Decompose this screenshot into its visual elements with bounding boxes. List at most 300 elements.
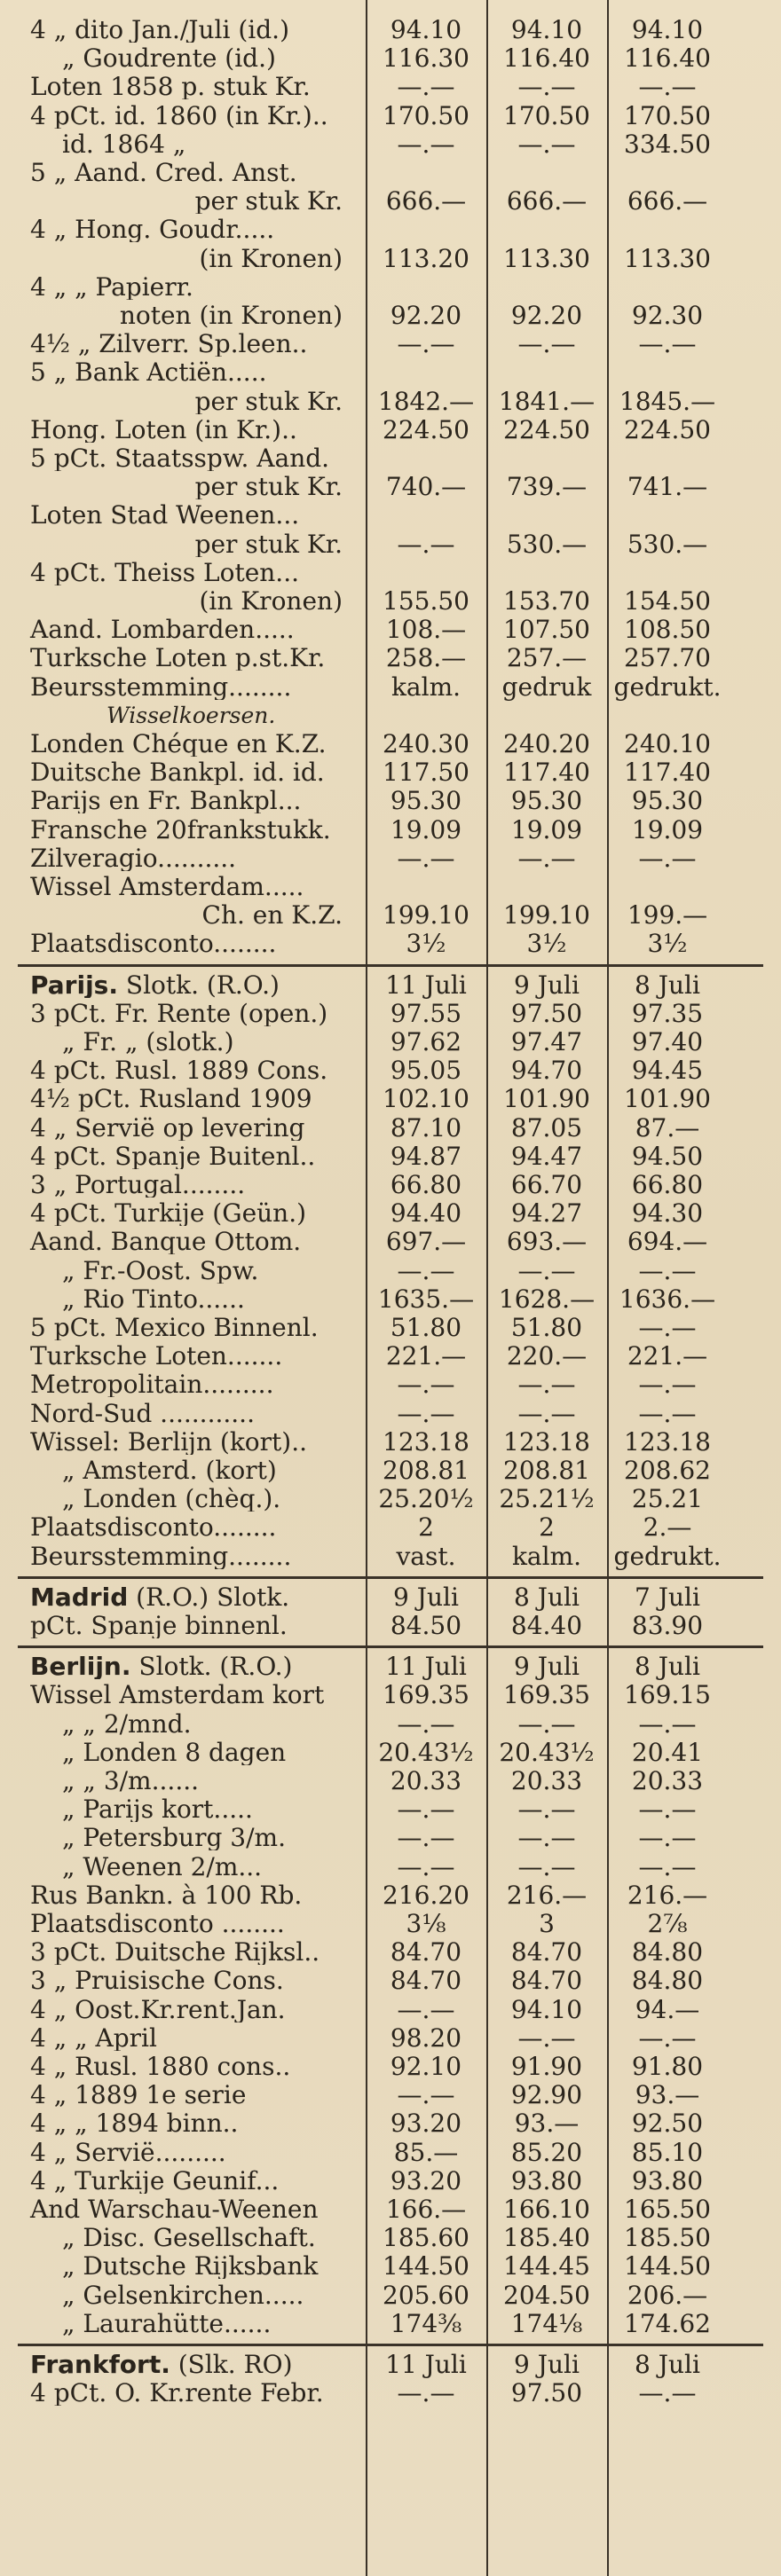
quote-label: Aand. Banque Ottom. <box>30 1229 302 1255</box>
quote-value: 87.05 <box>510 1112 583 1143</box>
quote-value: —.— <box>397 329 455 359</box>
quote-value: 144.50 <box>624 2251 711 2281</box>
quote-value: 220.— <box>506 1341 588 1371</box>
quote-value: 19.09 <box>510 814 583 844</box>
quote-value: 221.— <box>385 1341 467 1371</box>
quote-value: 170.50 <box>383 100 469 130</box>
quote-label: Parijs en Fr. Bankpl... <box>30 789 302 814</box>
quote-row <box>0 73 781 101</box>
quote-value: 94.30 <box>631 1198 704 1229</box>
quote-value: 20.43½ <box>499 1737 595 1767</box>
quote-label: Beursstemming........ <box>30 1543 292 1569</box>
quote-value: —.— <box>638 1313 697 1343</box>
quote-value: —.— <box>638 2022 697 2053</box>
quote-label: 4 „ „ April <box>30 2025 157 2051</box>
quote-row <box>0 2139 781 2167</box>
quote-row <box>0 844 781 873</box>
quote-label: per stuk Kr. <box>194 475 343 500</box>
quote-value: 116.40 <box>503 43 590 74</box>
quote-value: 94.10 <box>390 15 462 45</box>
quote-value: 1636.— <box>619 1284 716 1314</box>
quote-value: —.— <box>397 1370 455 1400</box>
quote-row <box>0 1143 781 1171</box>
quote-value: 94.50 <box>631 1141 704 1171</box>
quote-label: 4 pCt. Spanje Buitenl.. <box>30 1143 316 1169</box>
date-cell: 11 Juli <box>385 970 467 1000</box>
quote-value: 25.21 <box>631 1484 704 1514</box>
quote-value: 117.40 <box>624 758 711 788</box>
quote-label: Ch. en K.Z. <box>201 903 343 929</box>
quote-value: 216.— <box>506 1880 588 1910</box>
quote-value: 174.62 <box>624 2308 711 2338</box>
quote-row <box>0 1400 781 1428</box>
quote-value: 216.— <box>627 1880 708 1910</box>
quote-value: 94.27 <box>510 1198 583 1229</box>
quote-label: „ Weenen 2/m... <box>62 1854 263 1880</box>
quote-value: 169.15 <box>624 1680 711 1710</box>
date-cell: 7 Juli <box>635 1582 700 1612</box>
quote-label: Nord-Sud ............ <box>30 1401 255 1426</box>
quote-value: 108.— <box>385 615 467 645</box>
quote-value: kalm. <box>390 671 462 702</box>
quote-value: 92.10 <box>390 2052 462 2082</box>
quote-value: —.— <box>397 529 455 559</box>
quote-value: 66.80 <box>631 1170 704 1200</box>
quote-label: Turksche Loten p.st.Kr. <box>30 646 326 671</box>
quote-label: Aand. Lombarden..... <box>30 617 295 643</box>
quote-row <box>0 1314 781 1342</box>
quote-value: 98.20 <box>390 2022 462 2053</box>
quote-label: per stuk Kr. <box>194 189 343 215</box>
quote-value: 20.33 <box>631 1766 704 1796</box>
quote-value: 174⅜ <box>390 2308 462 2338</box>
quote-value: 208.81 <box>503 1456 590 1486</box>
quote-label: „ Londen (chèq.). <box>62 1487 281 1512</box>
quote-value: 666.— <box>506 186 588 216</box>
quote-row <box>0 2310 781 2338</box>
quote-value: —.— <box>517 1795 576 1825</box>
quote-row <box>0 1795 781 1824</box>
exchange-name: Madrid <box>30 1584 129 1610</box>
quote-value: 93.80 <box>510 2165 583 2195</box>
quote-value: 693.— <box>506 1227 588 1257</box>
quote-label <box>0 973 355 998</box>
quote-label: Wissel Amsterdam kort <box>30 1683 325 1708</box>
quote-value: 84.40 <box>510 1611 583 1641</box>
quote-value: 155.50 <box>383 586 469 617</box>
quote-value: 185.60 <box>383 2223 469 2253</box>
quote-value: 258.— <box>385 643 467 673</box>
quote-row <box>0 16 781 44</box>
quote-value: 51.80 <box>390 1313 462 1343</box>
quote-row <box>0 2053 781 2081</box>
section-divider <box>18 1576 763 1579</box>
quote-value: gedruk <box>501 671 592 702</box>
quote-row <box>0 616 781 644</box>
quote-value: 169.35 <box>503 1680 590 1710</box>
quote-row <box>0 273 781 302</box>
quote-value: kalm. <box>511 1541 582 1571</box>
quote-value: 20.43½ <box>378 1737 474 1767</box>
quote-row <box>0 730 781 758</box>
quote-label: Duitsche Bankpl. id. id. <box>30 760 325 786</box>
quote-label: Londen Chéque en K.Z. <box>30 732 327 758</box>
quote-value: vast. <box>396 1541 456 1571</box>
quote-value: 257.— <box>506 643 588 673</box>
quote-label: 4 „ Servië op levering <box>30 1115 305 1141</box>
quote-row <box>0 187 781 216</box>
quote-value: 84.80 <box>631 1966 704 1996</box>
quote-label: Hong. Loten (in Kr.).. <box>30 417 297 443</box>
quote-value: 19.09 <box>631 814 704 844</box>
quote-value: 144.45 <box>503 2251 590 2281</box>
quote-value: 1845.— <box>619 386 716 416</box>
section-header-row <box>0 1583 781 1612</box>
quote-label: id. 1864 „ <box>62 131 186 157</box>
date-cell: 8 Juli <box>635 2350 700 2380</box>
quote-value: 334.50 <box>624 129 711 159</box>
quote-value: 97.35 <box>631 998 704 1028</box>
quote-value: —.— <box>397 72 455 102</box>
quote-label: 4 pCt. id. 1860 (in Kr.).. <box>30 103 328 129</box>
quote-value: 97.40 <box>631 1027 704 1057</box>
quote-row <box>0 1257 781 1285</box>
quote-label: 3 pCt. Fr. Rente (open.) <box>30 1001 328 1026</box>
quote-row <box>0 1000 781 1028</box>
quote-value: —.— <box>638 1370 697 1400</box>
section-header-row <box>0 1653 781 1681</box>
exchange-subtitle: Slotk. (R.O.) <box>117 972 280 998</box>
quote-value: 85.10 <box>631 2137 704 2167</box>
quote-value: 83.90 <box>631 1611 704 1641</box>
quote-value: 85.20 <box>510 2137 583 2167</box>
quote-value: —.— <box>397 2080 455 2110</box>
quote-label: 4 „ 1889 1e serie <box>30 2083 247 2109</box>
quote-value: 92.20 <box>510 301 583 331</box>
quote-value: 107.50 <box>503 615 590 645</box>
quote-value: 92.50 <box>631 2109 704 2139</box>
quote-row <box>0 1938 781 1967</box>
quote-value: 123.18 <box>624 1426 711 1457</box>
quote-row <box>0 1428 781 1457</box>
quote-label: noten (in Kronen) <box>119 303 343 329</box>
quote-value: 94.47 <box>510 1141 583 1171</box>
quote-row <box>0 1881 781 1910</box>
quote-value: —.— <box>638 1255 697 1285</box>
quote-value: 170.50 <box>624 100 711 130</box>
quote-value: —.— <box>517 2022 576 2053</box>
quote-row <box>0 2024 781 2053</box>
quote-label: 3 „ Pruisische Cons. <box>30 1968 284 1994</box>
quote-value: 123.18 <box>383 1426 469 1457</box>
quote-value: —.— <box>397 1708 455 1739</box>
quote-label: Wisselkoersen. <box>106 704 276 727</box>
quote-value: 97.62 <box>390 1027 462 1057</box>
date-cell: 9 Juli <box>514 1652 580 1682</box>
quote-row <box>0 302 781 330</box>
quote-value: 3⅛ <box>406 1909 446 1939</box>
quote-value: 116.30 <box>383 43 469 74</box>
quote-label: „ Rio Tinto...... <box>62 1286 245 1312</box>
quote-value: 199.10 <box>503 900 590 931</box>
date-cell: 8 Juli <box>514 1582 580 1612</box>
quote-label: 4 „ Rusl. 1880 cons.. <box>30 2054 291 2080</box>
quote-value: —.— <box>397 1851 455 1881</box>
quote-value: 66.80 <box>390 1170 462 1200</box>
quote-value: 84.70 <box>390 1966 462 1996</box>
quote-value: 108.50 <box>624 615 711 645</box>
quote-value: 25.20½ <box>378 1484 474 1514</box>
quote-value: —.— <box>638 2378 697 2408</box>
quote-label: 4 „ Hong. Goudr..... <box>30 217 275 243</box>
quote-value: 666.— <box>385 186 467 216</box>
quote-value: 101.90 <box>624 1084 711 1114</box>
quote-row <box>0 1114 781 1143</box>
quote-value: —.— <box>638 1851 697 1881</box>
quote-value: 170.50 <box>503 100 590 130</box>
quote-label: „ Parijs kort..... <box>62 1797 253 1823</box>
quote-row <box>0 2109 781 2138</box>
quote-value: 95.30 <box>631 786 704 816</box>
quote-row <box>0 1681 781 1709</box>
quote-value: —.— <box>517 1823 576 1853</box>
quote-label: Plaatsdisconto ........ <box>30 1912 285 1937</box>
quote-value: 93.20 <box>390 2109 462 2139</box>
quote-value: 92.20 <box>390 301 462 331</box>
quote-value: 25.21½ <box>499 1484 595 1514</box>
quote-value: 739.— <box>506 472 588 502</box>
quote-row <box>0 1910 781 1938</box>
quote-value: 199.10 <box>383 900 469 931</box>
quote-value: 3½ <box>526 929 567 959</box>
quote-row <box>0 816 781 844</box>
quote-row <box>0 873 781 901</box>
quote-value: 95.30 <box>510 786 583 816</box>
quote-value: 113.30 <box>503 243 590 273</box>
quote-label: „ Goudrente (id.) <box>62 46 276 72</box>
quote-value: 117.40 <box>503 758 590 788</box>
quote-value: —.— <box>517 1370 576 1400</box>
quote-row <box>0 1028 781 1056</box>
quote-value: —.— <box>638 1708 697 1739</box>
quote-label: „ Laurahütte...... <box>62 2311 272 2336</box>
quote-label: „ Gelsenkirchen..... <box>62 2282 304 2308</box>
quote-row <box>0 1485 781 1513</box>
quote-label: 3 pCt. Duitsche Rijksl.. <box>30 1940 320 1966</box>
quote-value: 94.70 <box>510 1056 583 1086</box>
quote-value: 2.— <box>643 1512 692 1543</box>
quote-label: 4 pCt. Turkije (Geün.) <box>30 1201 307 1227</box>
quote-value: 199.— <box>627 900 708 931</box>
quote-row <box>0 1710 781 1739</box>
quote-row <box>0 130 781 159</box>
quote-value: —.— <box>517 129 576 159</box>
quote-value: 224.50 <box>383 414 469 444</box>
quote-value: 2⅞ <box>647 1909 688 1939</box>
quote-value: 84.70 <box>510 1966 583 1996</box>
date-cell: 11 Juli <box>385 1652 467 1682</box>
quote-row <box>0 644 781 672</box>
quote-value: 94.87 <box>390 1141 462 1171</box>
quote-value: —.— <box>397 1255 455 1285</box>
quote-value: 153.70 <box>503 586 590 617</box>
quote-value: 19.09 <box>390 814 462 844</box>
quote-value: 741.— <box>627 472 708 502</box>
quote-label: Rus Bankn. à 100 Rb. <box>30 1882 303 1908</box>
quote-label: And Warschau-Weenen <box>30 2197 319 2223</box>
quote-value: 85.— <box>393 2137 459 2167</box>
quote-label: 4 pCt. Theiss Loten... <box>30 560 299 585</box>
quote-value: 66.70 <box>510 1170 583 1200</box>
quote-value: —.— <box>517 329 576 359</box>
quote-value: 204.50 <box>503 2280 590 2310</box>
quote-value: 144.50 <box>383 2251 469 2281</box>
quote-label: „ „ 2/mnd. <box>62 1711 192 1737</box>
quote-label: 4 pCt. O. Kr.rente Febr. <box>30 2381 324 2407</box>
quote-value: 3½ <box>406 929 446 959</box>
quote-label: Turksche Loten....... <box>30 1344 283 1370</box>
quote-value: 95.05 <box>390 1056 462 1086</box>
quote-value: 93.20 <box>390 2165 462 2195</box>
quote-value: 169.35 <box>383 1680 469 1710</box>
quote-value: —.— <box>638 1823 697 1853</box>
quote-label <box>0 2352 355 2377</box>
quote-value: 93.— <box>635 2080 700 2110</box>
quote-row <box>0 1228 781 1256</box>
quote-value: 97.47 <box>510 1027 583 1057</box>
quote-value: 84.70 <box>390 1937 462 1967</box>
section-divider <box>18 1645 763 1648</box>
quote-row <box>0 2252 781 2281</box>
quote-value: 174⅛ <box>510 2308 583 2338</box>
quote-label: „ Londen 8 dagen <box>62 1740 287 1765</box>
quote-row <box>0 2224 781 2252</box>
quote-value: 91.80 <box>631 2052 704 2082</box>
quote-label: 4 „ Servië......... <box>30 2140 226 2165</box>
quote-value: —.— <box>638 843 697 873</box>
quote-value: 94.— <box>635 1994 700 2024</box>
quote-value: 20.33 <box>510 1766 583 1796</box>
quote-row <box>0 1739 781 1767</box>
quote-row <box>0 1285 781 1314</box>
quote-value: gedrukt. <box>613 1541 722 1571</box>
quote-row <box>0 2379 781 2407</box>
quote-label: per stuk Kr. <box>194 531 343 557</box>
quote-value: 84.80 <box>631 1937 704 1967</box>
quote-value: —.— <box>517 1255 576 1285</box>
quote-label <box>0 1654 355 1679</box>
quote-row <box>0 159 781 187</box>
quote-value: 740.— <box>385 472 467 502</box>
exchange-subtitle: Slotk. (R.O.) <box>130 1654 293 1680</box>
exchange-subtitle: (R.O.) Slotk. <box>128 1584 290 1610</box>
date-cell: 11 Juli <box>385 2350 467 2380</box>
quote-row <box>0 1056 781 1085</box>
quote-value: 165.50 <box>624 2195 711 2225</box>
quote-value: —.— <box>517 1851 576 1881</box>
quote-row <box>0 787 781 815</box>
exchange-subtitle: (Slk. RO) <box>170 2352 293 2378</box>
quote-row <box>0 1199 781 1228</box>
quote-row <box>0 1824 781 1852</box>
quote-label: Plaatsdisconto........ <box>30 931 277 957</box>
quote-value: —.— <box>638 1398 697 1428</box>
quote-row <box>0 758 781 787</box>
quote-label: Loten 1858 p. stuk Kr. <box>30 75 311 100</box>
quote-label: 4½ „ Zilverr. Sp.leen.. <box>30 332 308 357</box>
quote-row <box>0 930 781 958</box>
section-header-row <box>0 971 781 1000</box>
quote-row <box>0 1457 781 1485</box>
quote-value: —.— <box>397 843 455 873</box>
quote-value: 205.60 <box>383 2280 469 2310</box>
quote-value: —.— <box>397 1823 455 1853</box>
quote-label: Wissel Amsterdam..... <box>30 875 304 900</box>
date-cell: 9 Juli <box>514 2350 580 2380</box>
quote-row <box>0 2195 781 2224</box>
exchange-name: Frankfort. <box>30 2352 170 2378</box>
quote-value: 101.90 <box>503 1084 590 1114</box>
section-divider <box>18 964 763 967</box>
quote-value: 94.10 <box>510 15 583 45</box>
quote-value: —.— <box>397 129 455 159</box>
quote-value: 87.10 <box>390 1112 462 1143</box>
quote-value: 113.30 <box>624 243 711 273</box>
quote-label <box>0 1585 355 1610</box>
quote-value: 1628.— <box>498 1284 596 1314</box>
quote-value: —.— <box>638 72 697 102</box>
quote-row <box>0 1967 781 1995</box>
quote-value: 92.90 <box>510 2080 583 2110</box>
quote-row <box>0 416 781 444</box>
quote-row <box>0 2167 781 2195</box>
date-cell: 9 Juli <box>514 970 580 1000</box>
quote-label: „ Amsterd. (kort) <box>62 1458 277 1484</box>
quote-row <box>0 1996 781 2024</box>
quote-row <box>0 1085 781 1113</box>
quote-value: —.— <box>397 1398 455 1428</box>
quote-value: 117.50 <box>383 758 469 788</box>
quote-row <box>0 1171 781 1199</box>
quote-value: 1842.— <box>377 386 475 416</box>
quote-value: 94.45 <box>631 1056 704 1086</box>
quote-row <box>0 1370 781 1399</box>
quote-value: 51.80 <box>510 1313 583 1343</box>
quote-value: —.— <box>397 1795 455 1825</box>
exchange-name: Berlijn. <box>30 1654 131 1680</box>
quote-value: 185.40 <box>503 2223 590 2253</box>
quote-row <box>0 702 781 730</box>
quote-value: 530.— <box>627 529 708 559</box>
quote-value: 208.62 <box>624 1456 711 1486</box>
quote-value: 97.50 <box>510 998 583 1028</box>
quote-value: 84.70 <box>510 1937 583 1967</box>
quote-value: 1841.— <box>498 386 596 416</box>
quote-row <box>0 216 781 244</box>
quote-value: 97.55 <box>390 998 462 1028</box>
quote-label: Fransche 20frankstukk. <box>30 817 331 843</box>
quote-label: „ Petersburg 3/m. <box>62 1826 286 1851</box>
quote-label: 4 „ „ 1894 binn.. <box>30 2111 239 2137</box>
quote-value: 166.— <box>385 2195 467 2225</box>
quote-value: 257.70 <box>624 643 711 673</box>
quote-value: 94.40 <box>390 1198 462 1229</box>
quote-value: 3½ <box>647 929 688 959</box>
quote-value: —.— <box>517 72 576 102</box>
quote-label: 5 pCt. Mexico Binnenl. <box>30 1315 319 1341</box>
quote-row <box>0 358 781 387</box>
quote-value: 94.10 <box>631 15 704 45</box>
